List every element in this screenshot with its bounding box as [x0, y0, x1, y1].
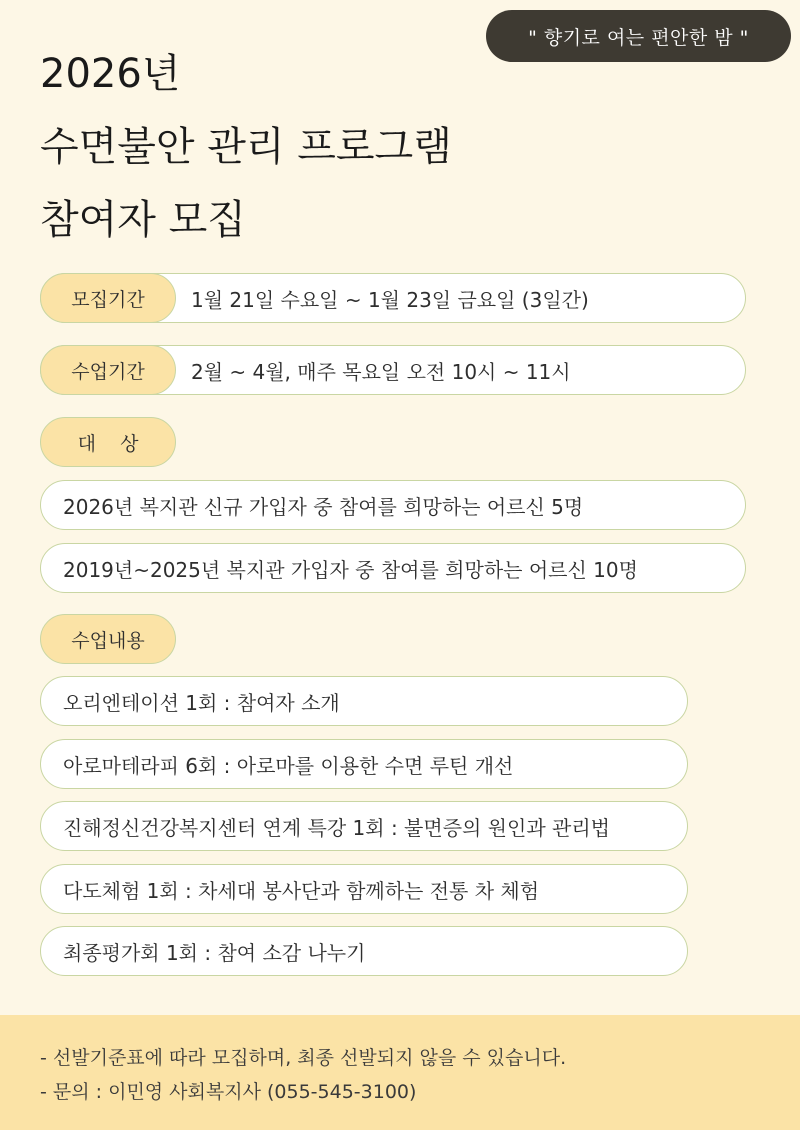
recruitment-period-value: 1월 21일 수요일 ~ 1월 23일 금요일 (3일간)	[191, 287, 589, 312]
recruitment-period-label: 모집기간	[40, 273, 176, 323]
footer-contact: - 문의 : 이민영 사회복지사 (055-545-3100)	[40, 1081, 417, 1103]
target-item-new-members	[40, 480, 746, 530]
content-item-evaluation	[40, 926, 688, 976]
footer-notice	[0, 1015, 800, 1130]
tagline-badge: " 향기로 여는 편안한 밤 "	[486, 10, 791, 62]
title-line-year: 2026년	[40, 51, 181, 97]
content-item-orientation	[40, 676, 688, 726]
class-period-label: 수업기간	[40, 345, 176, 395]
target-item-existing-members	[40, 543, 746, 593]
target-item-text: 2026년 복지관 신규 가입자 중 참여를 희망하는 어르신 5명	[63, 494, 584, 519]
content-item-text: 진해정신건강복지센터 연계 특강 1회 : 불면증의 원인과 관리법	[63, 815, 610, 840]
content-item-tea	[40, 864, 688, 914]
content-item-lecture	[40, 801, 688, 851]
target-label: 대 상	[40, 417, 176, 467]
content-item-text: 아로마테라피 6회 : 아로마를 이용한 수면 루틴 개선	[63, 753, 514, 778]
footer-selection-note: - 선발기준표에 따라 모집하며, 최종 선발되지 않을 수 있습니다.	[40, 1047, 567, 1069]
content-label: 수업내용	[40, 614, 176, 664]
content-item-text: 최종평가회 1회 : 참여 소감 나누기	[63, 940, 366, 965]
content-item-text: 다도체험 1회 : 차세대 봉사단과 함께하는 전통 차 체험	[63, 878, 540, 903]
title-line-program: 수면불안 관리 프로그램	[40, 124, 452, 170]
class-period-value: 2월 ~ 4월, 매주 목요일 오전 10시 ~ 11시	[191, 359, 571, 384]
content-item-aromatherapy	[40, 739, 688, 789]
page-title	[40, 38, 452, 257]
title-line-recruit: 참여자 모집	[40, 197, 246, 243]
target-item-text: 2019년~2025년 복지관 가입자 중 참여를 희망하는 어르신 10명	[63, 557, 638, 582]
content-item-text: 오리엔테이션 1회 : 참여자 소개	[63, 690, 340, 715]
